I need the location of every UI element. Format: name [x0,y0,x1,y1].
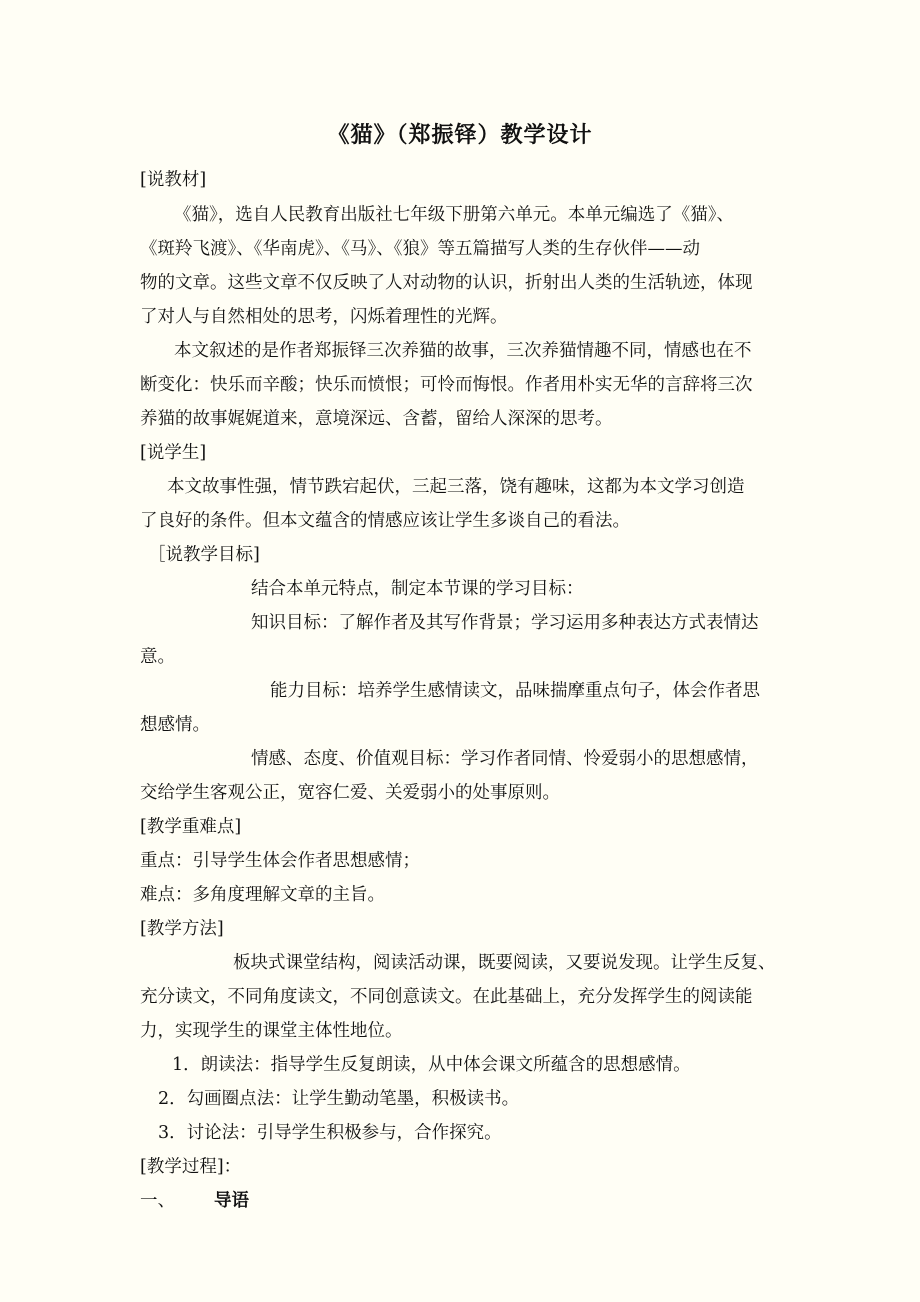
section-heading-keypoints: [教学重难点] [140,817,242,837]
textbook-p1-line-2: 《斑羚飞渡》、《华南虎》、《马》、《狼》等五篇描写人类的生存伙伴——动 [140,239,700,259]
section-heading-goals: ［说教学目标] [148,545,260,565]
textbook-p2-line-2: 断变化：快乐而辛酸；快乐而愤恨；可怜而悔恨。作者用朴实无华的言辞将三次 [140,375,753,395]
section-heading-process: [教学过程]： [140,1157,242,1177]
process-item-1-label: 导语 [214,1191,249,1211]
methods-p1-line-2: 充分读文，不同角度读文，不同创意读文。在此基础上，充分发挥学生的阅读能 [140,987,753,1007]
textbook-p2-line-1: 本文叙述的是作者郑振铎三次养猫的故事，三次养猫情趣不同，情感也在不 [174,341,752,361]
students-p1-line-2: 了良好的条件。但本文蕴含的情感应该让学生多谈自己的看法。 [140,511,630,531]
textbook-p1-line-4: 了对人与自然相处的思考，闪烁着理性的光辉。 [140,307,508,327]
textbook-p1-line-3: 物的文章。这些文章不仅反映了人对动物的认识，折射出人类的生活轨迹，体现 [140,273,753,293]
section-heading-methods: [教学方法] [140,919,224,939]
section-heading-textbook: [说教材] [140,170,207,190]
keypoints-key: 重点：引导学生体会作者思想感情； [140,851,420,871]
goals-ability-line-2: 想感情。 [140,715,210,735]
goals-ability-line-1: 能力目标：培养学生感情读文，品味揣摩重点句子，体会作者思 [270,681,760,701]
goals-emotion-line-2: 交给学生客观公正，宽容仁爱、关爱弱小的处事原则。 [140,783,560,803]
methods-p1-line-3: 力，实现学生的课堂主体性地位。 [140,1021,403,1041]
methods-list-item-2: 2．勾画圈点法：让学生勤动笔墨，积极读书。 [158,1089,520,1109]
textbook-p1-line-1: 《猫》，选自人民教育出版社七年级下册第六单元。本单元编选了《猫》、 [174,205,734,225]
textbook-p2-line-3: 养猫的故事娓娓道来，意境深远、含蓄，留给人深深的思考。 [140,409,613,429]
process-item-1-number: 一、 [140,1191,175,1211]
goals-knowledge-line-1: 知识目标：了解作者及其写作背景；学习运用多种表达方式表情达 [251,613,759,633]
section-heading-students: [说学生] [140,443,207,463]
goals-intro: 结合本单元特点，制定本节课的学习目标： [251,579,584,599]
students-p1-line-1: 本文故事性强，情节跌宕起伏，三起三落，饶有趣味，这都为本文学习创造 [167,477,745,497]
methods-list-item-1: 1．朗读法：指导学生反复朗读，从中体会课文所蕴含的思想感情。 [172,1055,691,1075]
goals-emotion-line-1: 情感、态度、价值观目标：学习作者同情、怜爱弱小的思想感情， [251,749,759,769]
keypoints-difficult: 难点：多角度理解文章的主旨。 [140,885,385,905]
methods-list-item-3: 3．讨论法：引导学生积极参与，合作探究。 [158,1123,502,1143]
document-title: 《猫》（郑振铎）教学设计 [327,123,593,148]
methods-p1-line-1: 板块式课堂结构，阅读活动课，既要阅读，又要说发现。让学生反复、 [233,953,776,973]
goals-knowledge-line-2: 意。 [140,647,175,667]
